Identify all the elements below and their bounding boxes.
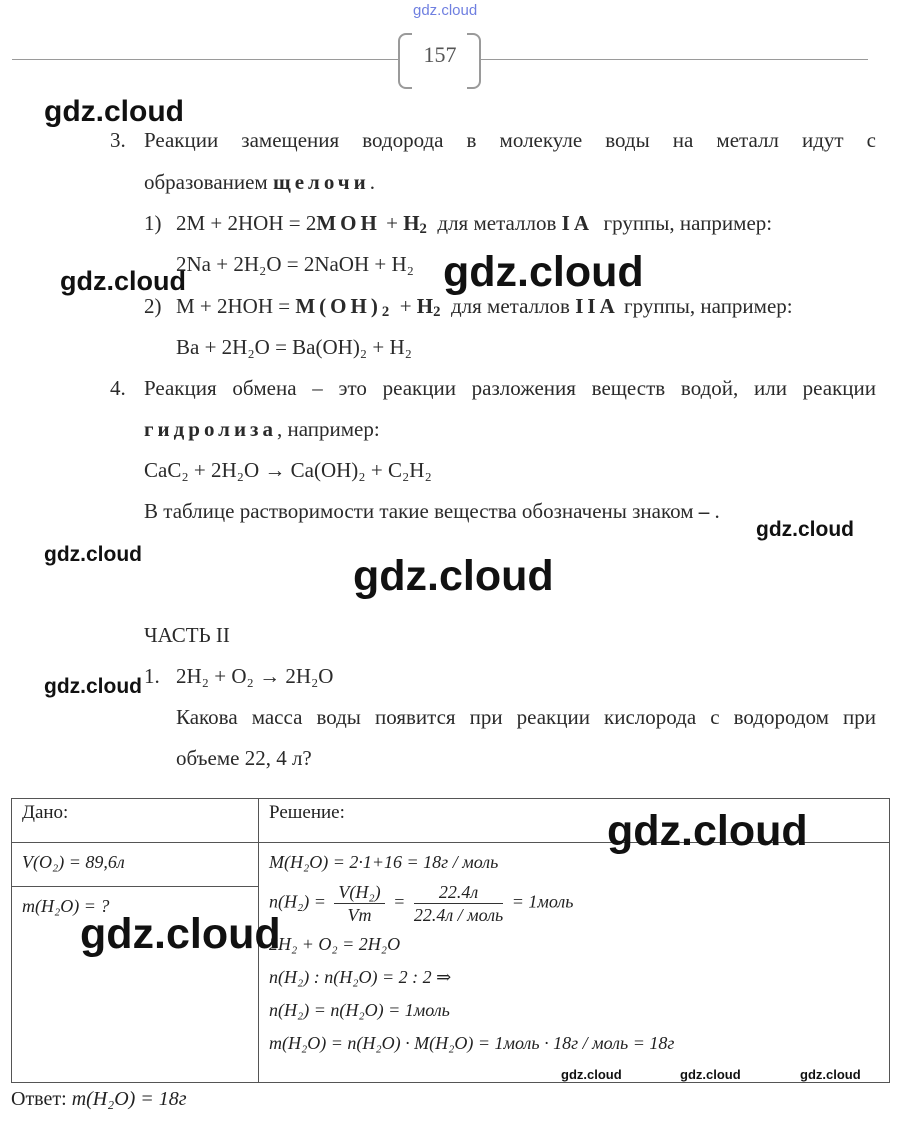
watermark-2: gdz.cloud [60, 266, 186, 296]
item-3-text-c: . [369, 170, 375, 194]
given-header: Дано: [12, 799, 259, 843]
item-3-sub1-number: 1) [144, 211, 162, 235]
sub2-eq-h: H [416, 294, 434, 318]
sub2-eq-h-sub: 2 [433, 304, 441, 320]
watermark-7: gdz.cloud [44, 675, 142, 698]
watermark-6: gdz.cloud [353, 552, 554, 600]
item-3-sub1-equation [176, 211, 772, 238]
watermark-3: gdz.cloud [443, 248, 644, 296]
answer-label: Ответ: [11, 1088, 67, 1110]
fraction-1-denominator: Vm [347, 905, 372, 925]
watermark-top: gdz.cloud [413, 2, 478, 19]
sub2-group: IIA [575, 294, 619, 318]
watermark-12: gdz.cloud [800, 1067, 861, 1082]
watermark-11: gdz.cloud [680, 1067, 741, 1082]
sub2-tail-b: группы, например: [623, 294, 793, 318]
solution-line2-lhs: n(H₂) = [269, 891, 326, 912]
solution-line2-rhs: = 1моль [511, 891, 574, 912]
item-4-text-b: , например: [276, 417, 380, 441]
sub1-tail-a: для металлов [437, 211, 557, 235]
sub1-eq-bold: MOH [316, 211, 381, 235]
sub2-eq-plus: + [399, 294, 412, 318]
solution-header: Решение: [259, 799, 890, 843]
item-3-text-line1: Реакции замещения водорода в молекуле воды на металл идут с [144, 128, 876, 152]
item-4-number: 4. [110, 376, 126, 400]
answer-line [11, 1088, 187, 1111]
item-4-note-mark: – [698, 499, 710, 523]
item-3-text-line2 [144, 170, 375, 195]
solution-line-mass: m(H₂O) = n(H₂O) · M(H₂O) = 1моль · 18г / моль = 18г [269, 1033, 675, 1053]
sub2-eq-sub: 2 [381, 304, 390, 320]
item-4-term: гидролиза [144, 417, 277, 441]
solution-line-ratio: n(H₂) : n(H₂O) = 2 : 2 ⇒ [269, 967, 452, 987]
header-rule-right [481, 59, 868, 60]
watermark-8: gdz.cloud [607, 807, 808, 855]
item-3-number: 3. [110, 128, 126, 152]
page-number: 157 [423, 42, 457, 67]
page-number-bracket-right [467, 33, 481, 89]
item-4-note-end: . [714, 499, 720, 523]
part-2-question-line1: Какова масса воды появится при реакции кислорода с водородом при [176, 705, 876, 729]
item-3-sub1-example: 2Na + 2H₂O = 2NaOH + H₂ [176, 252, 414, 276]
item-3-sub2-example: Ba + 2H₂O = Ba(OH)₂ + H₂ [176, 335, 412, 359]
fraction-2-denominator: 22.4л / моль [413, 905, 504, 925]
header-rule-left [12, 59, 398, 60]
find-mass: m(H₂O) = ? [12, 887, 259, 1083]
fraction-volume-over-vm [334, 881, 384, 926]
watermark-9: gdz.cloud [80, 910, 281, 958]
item-4-equation: CaC₂ + 2H₂O → Ca(OH)₂ + C₂H₂ [144, 458, 432, 482]
sub2-eq-left: M + 2HOH = [176, 294, 291, 318]
part-2-number: 1. [144, 664, 160, 688]
solution-line-reaction: 2H₂ + O₂ = 2H₂O [269, 934, 401, 954]
fraction-values [414, 881, 503, 926]
watermark-4: gdz.cloud [756, 518, 854, 541]
solution-line-molar-mass: M(H₂O) = 2·1+16 = 18г / моль [269, 852, 499, 872]
given-volume: V(O₂) = 89,6л [12, 843, 259, 887]
sub1-group: IA [561, 211, 593, 235]
solution-body [259, 843, 890, 1083]
item-4-text-line2 [144, 417, 380, 442]
item-3-term: щелочи [272, 170, 370, 194]
item-4-note [144, 499, 720, 524]
watermark-5: gdz.cloud [44, 543, 142, 566]
watermark-1: gdz.cloud [44, 95, 184, 128]
item-3-text-b: образованием [144, 170, 268, 194]
fraction-1-numerator: V(H₂) [334, 881, 384, 904]
sub1-eq-h: H [403, 211, 420, 235]
part-2-question-line2: объеме 22, 4 л? [176, 746, 312, 770]
sub2-tail-a: для металлов [450, 294, 570, 318]
solution-line2-eq: = [393, 891, 406, 912]
sub1-eq-plus: + [386, 211, 398, 235]
solution-line-moles-h2 [269, 881, 879, 926]
sub1-tail-b: группы, например: [603, 211, 773, 235]
part-2-equation: 2H₂ + O₂ → 2H₂O [176, 664, 334, 688]
item-3-sub2-equation [176, 294, 793, 321]
item-4-note-text: В таблице растворимости такие вещества обозначены знаком [144, 499, 694, 523]
answer-value: m(H₂O) = 18г [71, 1088, 187, 1110]
part-2-heading: ЧАСТЬ II [144, 623, 230, 647]
sub1-eq-left: 2M + 2HOH = 2 [176, 211, 317, 235]
solution-line-moles-equal: n(H₂) = n(H₂O) = 1моль [269, 1000, 450, 1020]
sub2-eq-bold: M(OH) [295, 294, 382, 318]
page-number-bracket-left [398, 33, 412, 89]
fraction-2-numerator: 22.4л [414, 881, 503, 904]
sub1-eq-h-sub: 2 [419, 221, 427, 237]
watermark-10: gdz.cloud [561, 1067, 622, 1082]
item-4-text-line1: Реакция обмена – это реакции разложения веществ водой, или реакции [144, 376, 876, 400]
item-3-sub2-number: 2) [144, 294, 162, 318]
